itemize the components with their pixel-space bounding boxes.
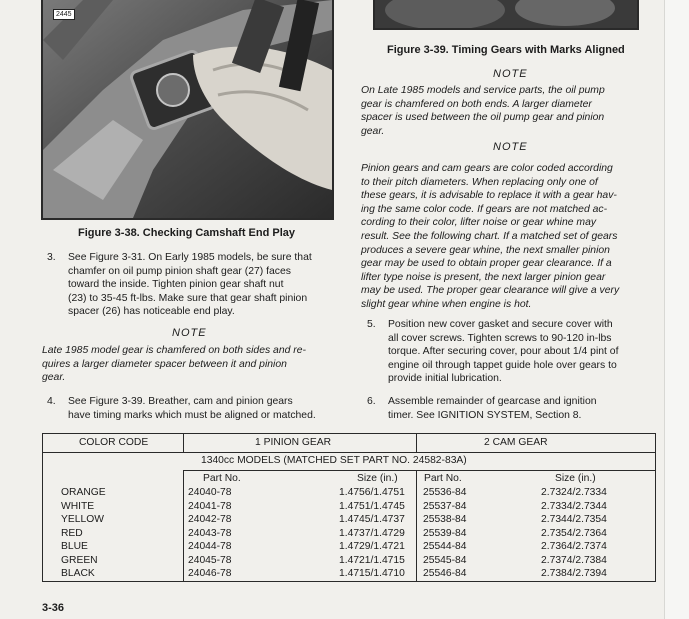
divider bbox=[43, 452, 655, 453]
text-line: timer. See IGNITION SYSTEM, Section 8. bbox=[388, 409, 582, 421]
cam-part-cell: 25539-84 bbox=[423, 527, 467, 539]
step-number: 5. bbox=[367, 319, 376, 330]
text-line: On Late 1985 models and service parts, the oil pump bbox=[361, 85, 605, 96]
col-color-code: COLOR CODE bbox=[79, 437, 149, 448]
text-line: slight gear whine when engine is hot. bbox=[361, 298, 532, 310]
table-row bbox=[43, 540, 655, 554]
text-line: gear is chamfered on both ends. A larger diameter bbox=[361, 98, 592, 110]
table-subtitle-row bbox=[43, 454, 655, 468]
step-number: 3. bbox=[47, 252, 56, 263]
pinion-part-cell: 24045-78 bbox=[188, 554, 232, 566]
gear-color-code-table bbox=[42, 433, 656, 582]
cam-part-header: Part No. bbox=[424, 473, 462, 484]
text-line: torque. After securing cover, pour about 1/4 pint of bbox=[388, 346, 619, 358]
photo-reference-tag: 2445 bbox=[53, 9, 75, 20]
table-row bbox=[43, 554, 655, 568]
text-line: produces a severe gear whine, the next smaller pinion bbox=[361, 244, 610, 256]
pinion-size-cell: 1.4721/1.4715 bbox=[339, 554, 405, 566]
text-line: cording to their color, lifter noise or gear whine may bbox=[361, 217, 597, 229]
pinion-part-header: Part No. bbox=[203, 473, 241, 484]
cam-part-cell: 25538-84 bbox=[423, 514, 467, 525]
text-line: quires a larger diameter spacer between it and pinion bbox=[42, 358, 287, 370]
cam-size-cell: 2.7354/2.7364 bbox=[541, 527, 607, 539]
pinion-part-cell: 24046-78 bbox=[188, 568, 232, 579]
cam-size-header: Size (in.) bbox=[555, 473, 596, 484]
table-row bbox=[43, 500, 655, 514]
text-line: all cover screws. Tighten screws to 90-120 in-lbs bbox=[388, 332, 612, 344]
cam-part-cell: 25537-84 bbox=[423, 500, 467, 512]
pinion-part-cell: 24043-78 bbox=[188, 527, 232, 539]
table-row bbox=[43, 567, 655, 581]
cam-size-cell: 2.7344/2.7354 bbox=[541, 514, 607, 525]
table-row bbox=[43, 486, 655, 500]
text-line: gear. bbox=[361, 125, 385, 137]
text-line: result. See the following chart. If a matched set of gears bbox=[361, 230, 618, 242]
pinion-size-cell: 1.4729/1.4721 bbox=[339, 541, 405, 552]
note-late-1985-gear bbox=[42, 344, 342, 385]
camshaft-end-play-photo bbox=[41, 0, 334, 220]
color-cell: RED bbox=[61, 527, 83, 539]
color-cell: BLACK bbox=[61, 568, 95, 579]
text-line: spacer is used between the oil pump gear and pinion bbox=[361, 112, 605, 124]
divider bbox=[416, 434, 417, 452]
table-row bbox=[43, 527, 655, 541]
cam-part-cell: 25536-84 bbox=[423, 487, 467, 498]
text-line: gear. bbox=[42, 372, 66, 384]
divider bbox=[183, 470, 655, 471]
page-number: 3-36 bbox=[42, 602, 65, 614]
text-line: Late 1985 model gear is chamfered on both sides and re- bbox=[42, 345, 306, 356]
text-line: engine oil through tappet guide hole over gears to bbox=[388, 359, 617, 371]
text-line: (23) to 35-45 ft-lbs. Make sure that gear shaft pinion bbox=[68, 292, 308, 304]
note-oil-pump-gear bbox=[361, 84, 653, 138]
color-cell: YELLOW bbox=[61, 514, 104, 525]
text-line: ing the same color code. If gears are not matched ac- bbox=[361, 203, 608, 215]
cam-part-cell: 25545-84 bbox=[423, 554, 467, 566]
text-line: Position new cover gasket and secure cover with bbox=[388, 319, 613, 330]
color-cell: BLUE bbox=[61, 541, 88, 552]
text-line: Pinion gears and cam gears are color coded according bbox=[361, 163, 613, 174]
note-heading: NOTE bbox=[172, 327, 207, 339]
color-cell: WHITE bbox=[61, 500, 95, 512]
text-line: toward the inside. Tighten pinion gear shaft nut bbox=[68, 279, 284, 291]
text-line: have timing marks which must be aligned or matched. bbox=[68, 409, 316, 421]
table-subheader-row bbox=[43, 472, 655, 486]
figure-3-38-caption: Figure 3-38. Checking Camshaft End Play bbox=[78, 227, 296, 239]
text-line: gear may be used to obtain proper gear clearance. If a bbox=[361, 258, 612, 270]
cam-part-cell: 25546-84 bbox=[423, 568, 467, 579]
step-number: 4. bbox=[47, 396, 56, 407]
divider bbox=[183, 434, 184, 452]
color-cell: ORANGE bbox=[61, 487, 106, 498]
text-line: lifter type noise is present, the next larger pinion gear bbox=[361, 271, 606, 283]
pinion-size-cell: 1.4745/1.4737 bbox=[339, 514, 405, 525]
pinion-size-cell: 1.4715/1.4710 bbox=[339, 568, 405, 579]
note-heading: NOTE bbox=[493, 141, 528, 153]
cam-size-cell: 2.7364/2.7374 bbox=[541, 541, 607, 552]
col-pinion-gear: 1 PINION GEAR bbox=[255, 437, 332, 448]
col-cam-gear: 2 CAM GEAR bbox=[484, 437, 548, 448]
color-cell: GREEN bbox=[61, 554, 98, 566]
pinion-size-cell: 1.4756/1.4751 bbox=[339, 487, 405, 498]
cam-size-cell: 2.7324/2.7334 bbox=[541, 487, 607, 498]
text-line: provide initial lubrication. bbox=[388, 373, 502, 385]
figure-3-39-caption: Figure 3-39. Timing Gears with Marks Aligned bbox=[387, 44, 625, 56]
text-line: See Figure 3-39. Breather, cam and pinion gears bbox=[68, 396, 293, 407]
pinion-size-header: Size (in.) bbox=[357, 473, 398, 484]
timing-gears-photo bbox=[373, 0, 639, 30]
text-line: chamfer on oil pump pinion shaft gear (27) faces bbox=[68, 265, 291, 277]
note-heading: NOTE bbox=[493, 68, 528, 80]
pinion-part-cell: 24042-78 bbox=[188, 514, 232, 525]
pinion-size-cell: 1.4737/1.4729 bbox=[339, 527, 405, 539]
text-line: See Figure 3-31. On Early 1985 models, be sure that bbox=[68, 252, 312, 263]
cam-part-cell: 25544-84 bbox=[423, 541, 467, 552]
pinion-size-cell: 1.4751/1.4745 bbox=[339, 500, 405, 512]
note-color-coded-gears bbox=[361, 162, 653, 312]
cam-size-cell: 2.7374/2.7384 bbox=[541, 554, 607, 566]
cam-size-cell: 2.7334/2.7344 bbox=[541, 500, 607, 512]
text-line: to their pitch diameters. When replacing only one of bbox=[361, 176, 598, 188]
cam-size-cell: 2.7384/2.7394 bbox=[541, 568, 607, 579]
step-number: 6. bbox=[367, 396, 376, 407]
table-header-row bbox=[43, 436, 655, 450]
pinion-part-cell: 24044-78 bbox=[188, 541, 232, 552]
table-row bbox=[43, 513, 655, 527]
page-edge bbox=[664, 0, 689, 619]
text-line: may be used. The proper gear clearance will give a very bbox=[361, 285, 620, 297]
text-line: spacer (26) has noticeable end play. bbox=[68, 306, 235, 318]
text-line: these gears, it is advisable to replace it with a gear hav- bbox=[361, 190, 617, 202]
text-line: Assemble remainder of gearcase and ignition bbox=[388, 396, 597, 407]
pinion-part-cell: 24040-78 bbox=[188, 487, 232, 498]
pinion-part-cell: 24041-78 bbox=[188, 500, 232, 512]
matched-set-subtitle: 1340cc MODELS (MATCHED SET PART NO. 24582-83A) bbox=[201, 455, 467, 466]
